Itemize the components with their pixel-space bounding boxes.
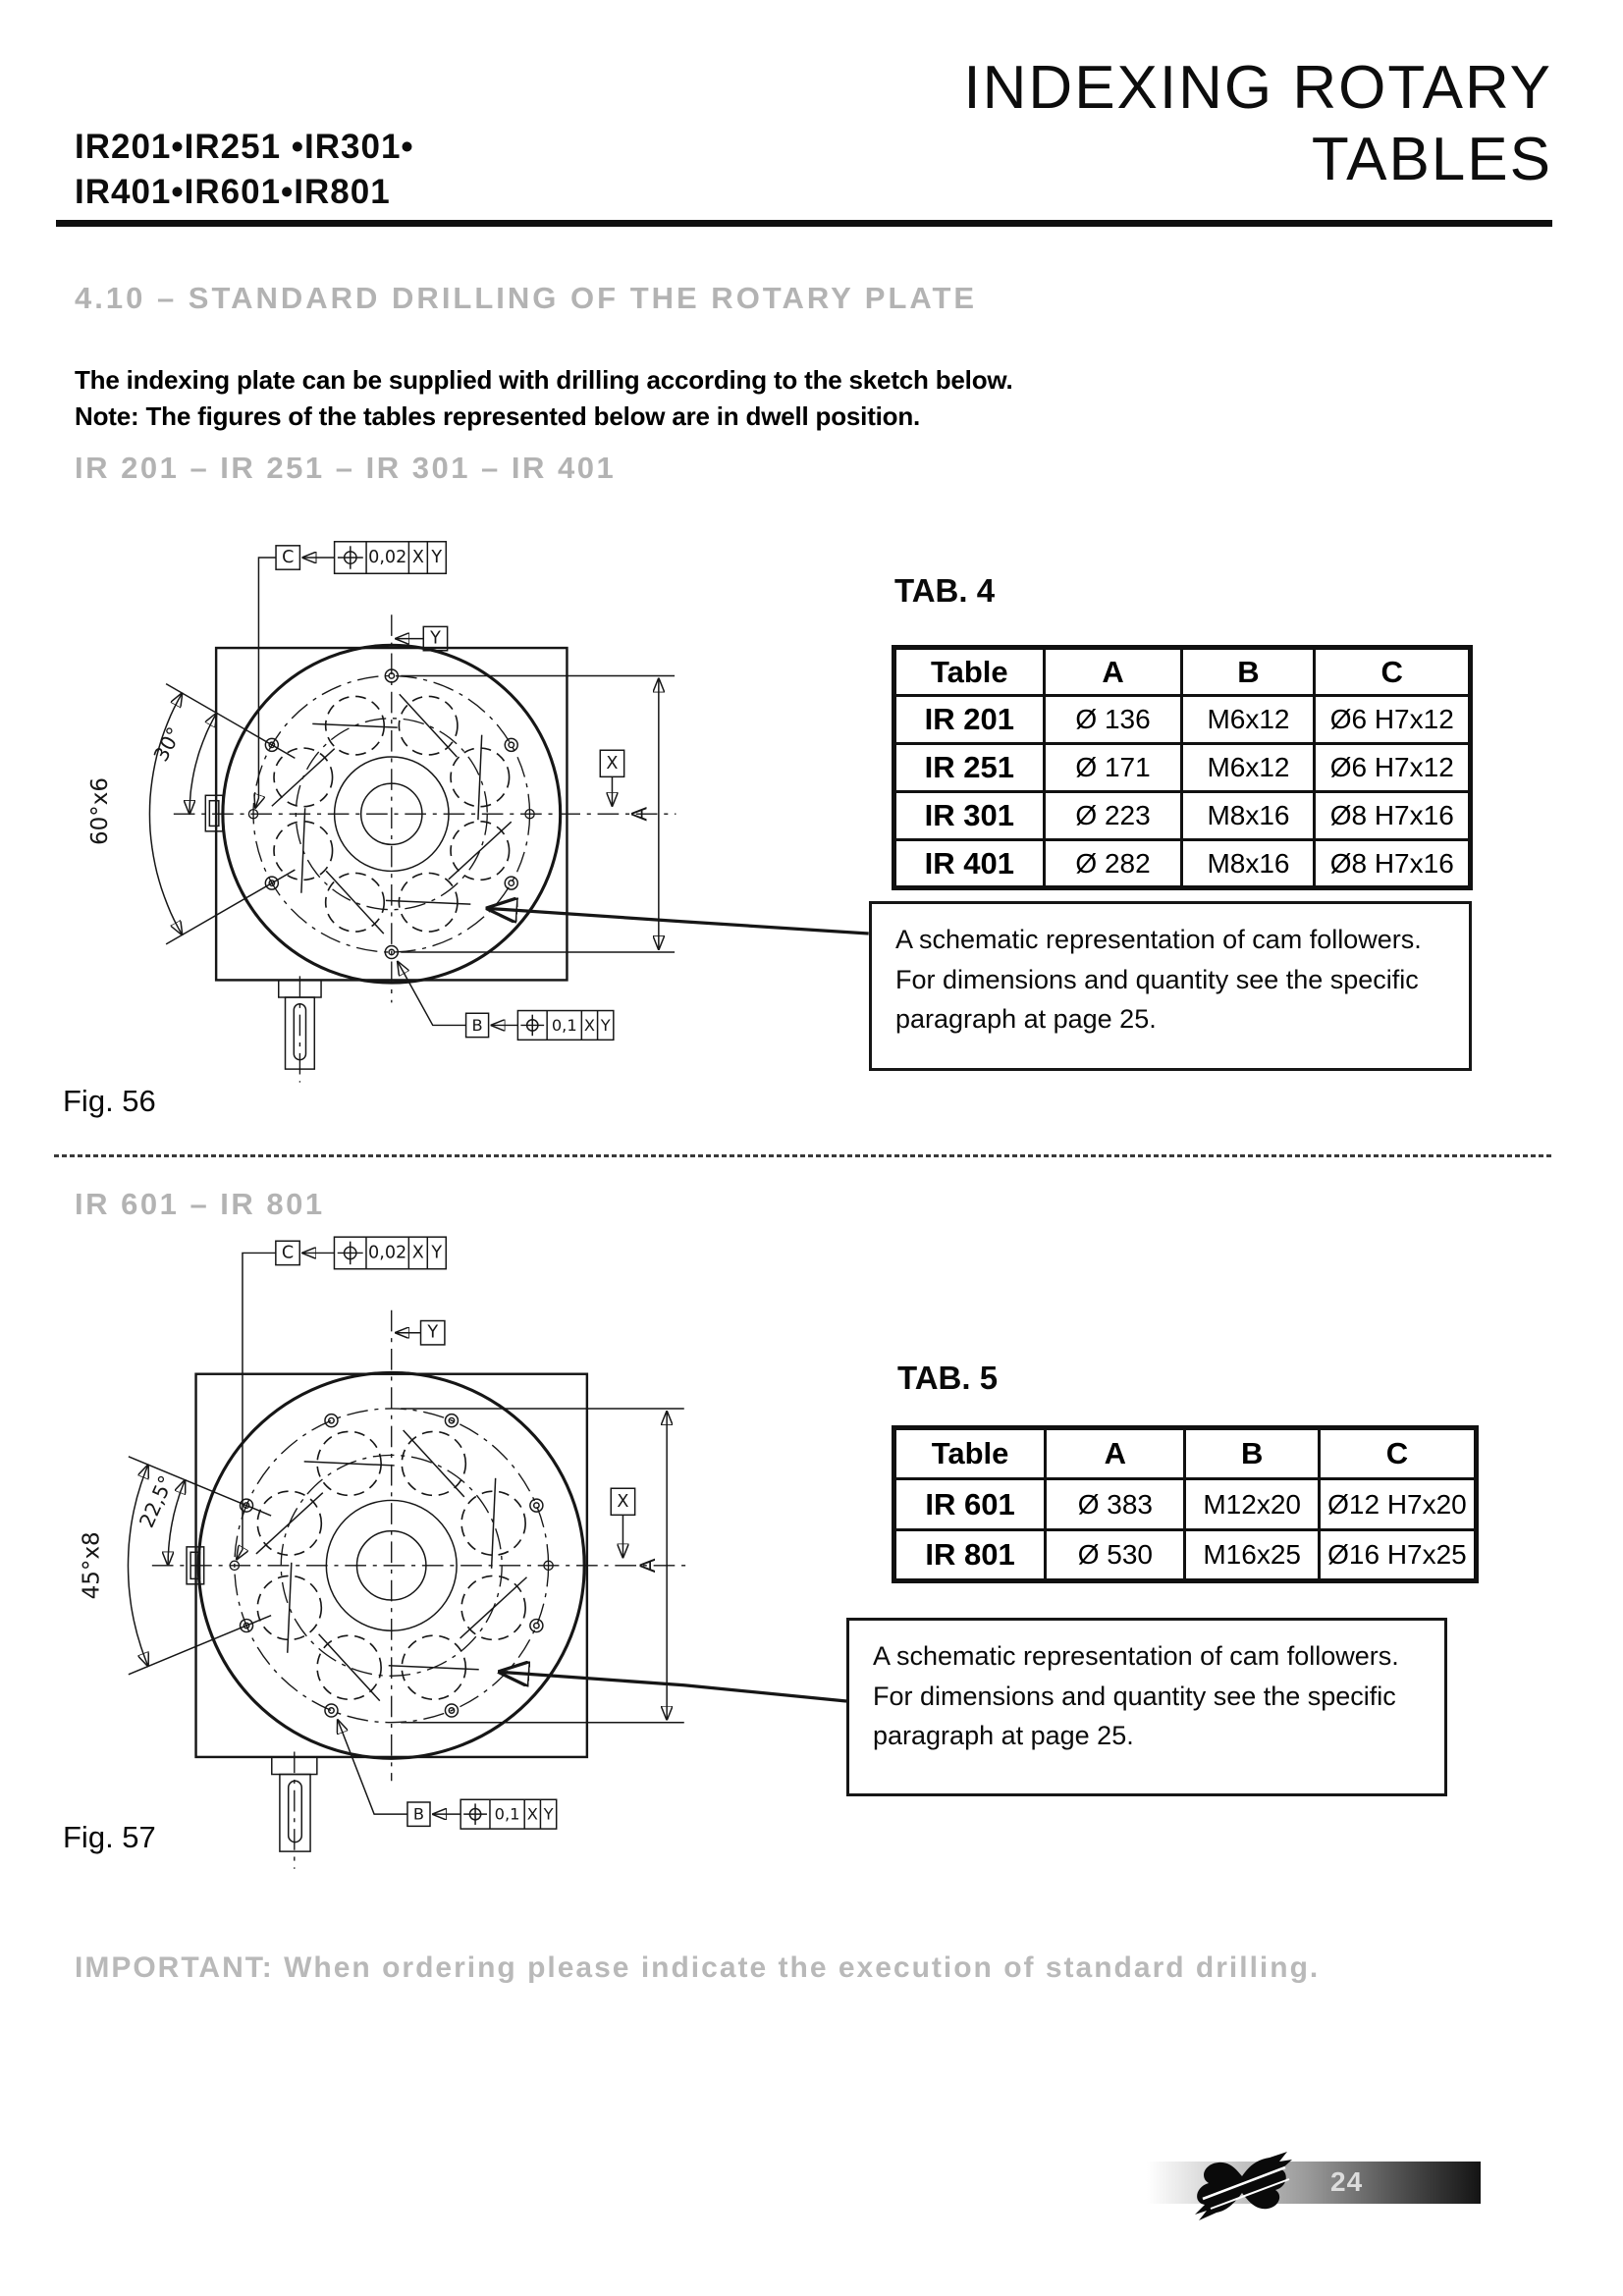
svg-text:X: X (583, 1015, 596, 1035)
model-cell: IR 401 (894, 840, 1045, 888)
value-cell: Ø12 H7x20 (1319, 1479, 1476, 1530)
table-header-row (894, 648, 1471, 696)
note1-line3: paragraph at page 25. (895, 1004, 1157, 1034)
table-header-row (894, 1428, 1477, 1479)
intro-text (75, 362, 1012, 435)
svg-text:X: X (411, 548, 424, 568)
header-rule (56, 220, 1552, 227)
document-title-line2: TABLES (1311, 125, 1552, 193)
svg-text:B: B (412, 1804, 425, 1824)
output-shaft (279, 976, 321, 1082)
spec-table-tab5 (892, 1425, 1479, 1583)
output-shaft (272, 1752, 317, 1869)
svg-text:Y: Y (430, 628, 441, 649)
value-cell: Ø 171 (1044, 744, 1182, 792)
datum-c-callout (237, 1237, 446, 1560)
important-notice: IMPORTANT: When ordering please indicate the execution of standard drilling. (75, 1951, 1321, 1984)
svg-text:X: X (617, 1491, 629, 1512)
model-cell: IR 201 (894, 696, 1045, 744)
subsection-heading-ir601-801: IR 601 – IR 801 (75, 1187, 325, 1221)
table-row (894, 792, 1471, 840)
svg-text:X: X (606, 753, 619, 774)
note1-line2: For dimensions and quantity see the specific (895, 964, 1419, 994)
value-cell: M8x16 (1182, 840, 1315, 888)
model-cell: IR 251 (894, 744, 1045, 792)
model-cell: IR 801 (894, 1530, 1046, 1581)
page-number: 24 (1330, 2166, 1364, 2197)
section-title: 4.10 – STANDARD DRILLING OF THE ROTARY PLATE (75, 281, 978, 315)
value-cell: Ø 223 (1044, 792, 1182, 840)
value-cell: Ø 136 (1044, 696, 1182, 744)
column-header: Table (894, 648, 1045, 696)
svg-text:B: B (471, 1015, 483, 1035)
note2-line1: A schematic representation of cam followers. (873, 1641, 1399, 1671)
datum-b-callout (398, 961, 614, 1040)
note2-line2: For dimensions and quantity see the specific (873, 1681, 1396, 1711)
note2-line3: paragraph at page 25. (873, 1721, 1134, 1750)
svg-text:0,1: 0,1 (551, 1015, 577, 1035)
tab5-title: TAB. 5 (897, 1360, 999, 1396)
table-row (894, 1479, 1477, 1530)
model-list-header (75, 125, 414, 214)
svg-text:Y: Y (431, 548, 443, 568)
table-row (894, 1530, 1477, 1581)
svg-text:C: C (281, 1243, 295, 1263)
svg-text:Y: Y (600, 1015, 611, 1035)
svg-text:0,02: 0,02 (368, 548, 407, 568)
svg-text:Y: Y (431, 1243, 443, 1263)
note-leader-arrow (487, 908, 868, 934)
value-cell: M12x20 (1185, 1479, 1319, 1530)
value-cell: M6x12 (1182, 744, 1315, 792)
cam-followers-note-2 (846, 1618, 1447, 1796)
note-leader-arrow (499, 1672, 846, 1701)
pattern-label: 45°x8 (79, 1531, 105, 1600)
svg-text:0,1: 0,1 (494, 1804, 520, 1824)
value-cell: Ø 383 (1046, 1479, 1185, 1530)
value-cell: Ø16 H7x25 (1319, 1530, 1476, 1581)
table-row (894, 744, 1471, 792)
svg-text:0,02: 0,02 (368, 1243, 407, 1263)
value-cell: Ø 282 (1044, 840, 1182, 888)
value-cell: Ø 530 (1046, 1530, 1185, 1581)
value-cell: M16x25 (1185, 1530, 1319, 1581)
svg-text:C: C (282, 548, 295, 568)
svg-text:X: X (526, 1804, 538, 1824)
column-header: C (1319, 1428, 1476, 1479)
centerlines (174, 614, 676, 1002)
tab4-title: TAB. 4 (894, 572, 996, 609)
column-header: Table (894, 1428, 1046, 1479)
column-header: C (1315, 648, 1471, 696)
svg-text:A: A (627, 806, 653, 822)
svg-text:X: X (411, 1243, 424, 1263)
technical-drawing-fig56 (59, 535, 884, 1106)
technical-drawing-fig57 (59, 1233, 884, 1941)
centerlines (152, 1310, 689, 1782)
column-header: B (1185, 1428, 1319, 1479)
section-divider (54, 1154, 1552, 1157)
model-cell: IR 601 (894, 1479, 1046, 1530)
model-cell: IR 301 (894, 792, 1045, 840)
value-cell: M8x16 (1182, 792, 1315, 840)
value-cell: Ø6 H7x12 (1315, 696, 1471, 744)
datum-c-callout (255, 542, 446, 808)
model-list-line2: IR401•IR601•IR801 (75, 172, 391, 211)
datum-y-callout (396, 1321, 445, 1345)
value-cell: Ø8 H7x16 (1315, 792, 1471, 840)
value-cell: M6x12 (1182, 696, 1315, 744)
spec-table-tab4 (892, 645, 1473, 890)
intro-line1: The indexing plate can be supplied with drilling according to the sketch below. (75, 365, 1013, 395)
table-row (894, 696, 1471, 744)
angle-label: 30° (148, 722, 187, 766)
brand-logo-icon (1191, 2144, 1299, 2230)
svg-text:Y: Y (543, 1804, 554, 1824)
cam-followers-note-1 (869, 901, 1472, 1071)
table-row (894, 840, 1471, 888)
figure57-caption: Fig. 57 (63, 1820, 156, 1854)
column-header: A (1044, 648, 1182, 696)
value-cell: Ø6 H7x12 (1315, 744, 1471, 792)
value-cell: Ø8 H7x16 (1315, 840, 1471, 888)
document-title (963, 53, 1552, 195)
figure56-caption: Fig. 56 (63, 1084, 156, 1118)
angle-label: 22,5° (135, 1471, 179, 1531)
pattern-label: 60°x6 (87, 777, 114, 846)
model-list-line1: IR201•IR251 •IR301• (75, 128, 414, 166)
document-title-line1: INDEXING ROTARY (963, 54, 1552, 122)
datum-b-callout (338, 1720, 557, 1829)
column-header: A (1046, 1428, 1185, 1479)
svg-text:Y: Y (427, 1322, 439, 1343)
svg-text:A: A (635, 1558, 661, 1574)
datum-x-callout (611, 1488, 634, 1557)
note1-line1: A schematic representation of cam followers. (895, 925, 1422, 954)
datum-x-callout (600, 750, 623, 806)
column-header: B (1182, 648, 1315, 696)
subsection-heading-ir201-401: IR 201 – IR 251 – IR 301 – IR 401 (75, 451, 617, 485)
intro-line2: Note: The figures of the tables represented below are in dwell position. (75, 400, 921, 431)
